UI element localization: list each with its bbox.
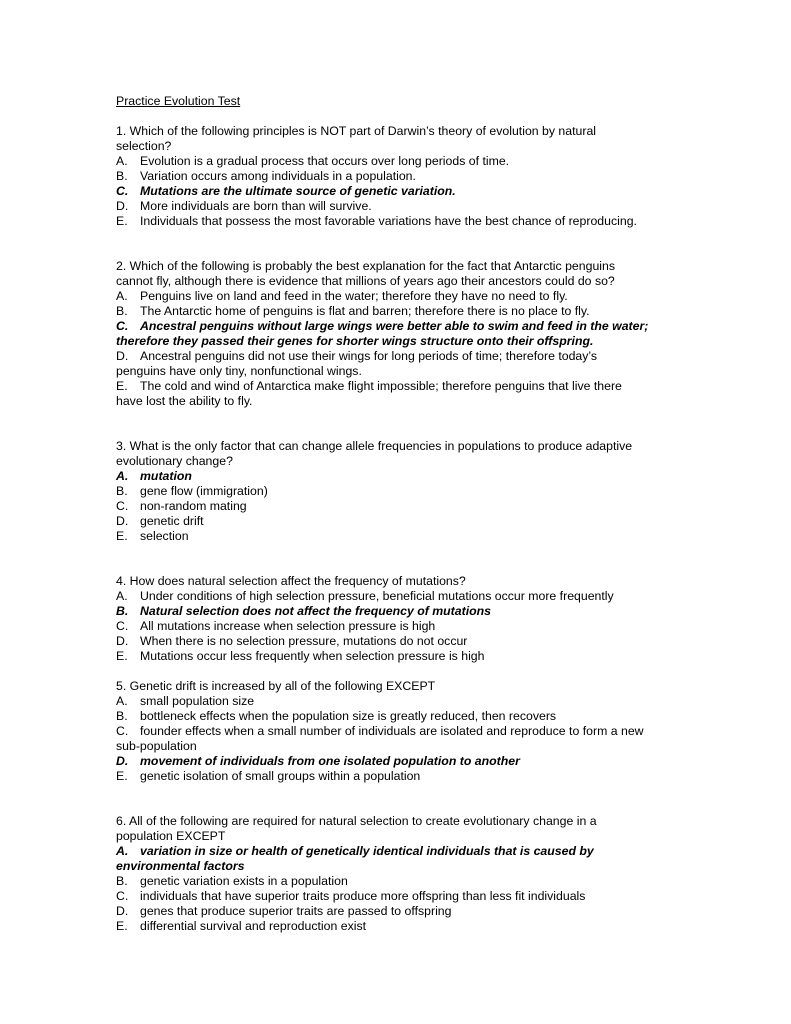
option-text: genetic isolation of small groups within a population [140, 769, 421, 783]
option-label: C. [116, 889, 129, 903]
question-stem-line: evolutionary change? [116, 454, 233, 468]
correct-answer-option [116, 319, 682, 334]
answer-option [116, 694, 682, 709]
option-text: genetic variation exists in a population [140, 874, 348, 888]
answer-option [116, 904, 682, 919]
option-label: E. [116, 769, 128, 783]
question-stem-line: 6. All of the following are required for natural selection to create evolutionary change in a [116, 814, 597, 828]
option-text: Variation occurs among individuals in a population. [140, 169, 416, 183]
option-label: B. [116, 169, 128, 183]
answer-option [116, 889, 682, 904]
option-label: B. [116, 304, 128, 318]
question-stem-line: 3. What is the only factor that can change allele frequencies in populations to produce adaptive [116, 439, 633, 453]
option-label: D. [116, 514, 129, 528]
option-continuation: therefore they passed their genes for shorter wings structure onto their offspring. [116, 334, 594, 348]
answer-option [116, 649, 682, 664]
option-label: A. [116, 844, 129, 858]
answer-option [116, 619, 682, 634]
option-text: gene flow (immigration) [140, 484, 268, 498]
question-5 [116, 679, 682, 784]
answer-option [116, 304, 682, 319]
option-text: non-random mating [140, 499, 247, 513]
option-text: All mutations increase when selection pressure is high [140, 619, 436, 633]
option-label: E. [116, 379, 128, 393]
option-text: The Antarctic home of penguins is flat and barren; therefore there is no place to fly. [140, 304, 590, 318]
option-text: movement of individuals from one isolated population to another [140, 754, 520, 768]
answer-option [116, 709, 682, 724]
option-label: C. [116, 499, 129, 513]
answer-option [116, 154, 682, 169]
option-text: When there is no selection pressure, mutations do not occur [140, 634, 468, 648]
answer-option [116, 919, 682, 934]
option-text: bottleneck effects when the population size is greatly reduced, then recovers [140, 709, 557, 723]
question-stem-line: population EXCEPT [116, 829, 226, 843]
question-stem-line: cannot fly, although there is evidence that millions of years ago their ancestors could do so? [116, 274, 615, 288]
correct-answer-option [116, 469, 682, 484]
option-label: B. [116, 604, 129, 618]
option-label: E. [116, 649, 128, 663]
option-text: The cold and wind of Antarctica make flight impossible; therefore penguins that live there [140, 379, 622, 393]
option-text: Evolution is a gradual process that occurs over long periods of time. [140, 154, 510, 168]
option-label: A. [116, 289, 128, 303]
option-text: Under conditions of high selection pressure, beneficial mutations occur more frequently [140, 589, 614, 603]
option-continuation: have lost the ability to fly. [116, 394, 253, 408]
option-continuation: sub-population [116, 739, 197, 753]
option-text: mutation [140, 469, 192, 483]
option-text: genes that produce superior traits are passed to offspring [140, 904, 452, 918]
answer-option [116, 289, 682, 304]
answer-option [116, 589, 682, 604]
answer-option [116, 634, 682, 649]
answer-option [116, 514, 682, 529]
correct-answer-option [116, 604, 682, 619]
question-6 [116, 814, 682, 934]
option-text: variation in size or health of genetically identical individuals that is caused by [140, 844, 594, 858]
option-text: Natural selection does not affect the frequency of mutations [140, 604, 491, 618]
option-text: More individuals are born than will survive. [140, 199, 372, 213]
option-label: C. [116, 319, 129, 333]
answer-option [116, 724, 682, 739]
option-text: genetic drift [140, 514, 204, 528]
correct-answer-option [116, 184, 682, 199]
option-label: D. [116, 349, 129, 363]
page-title: Practice Evolution Test [116, 94, 241, 108]
question-3 [116, 439, 682, 544]
option-text: Ancestral penguins without large wings were better able to swim and feed in the water; [140, 319, 649, 333]
question-4 [116, 574, 682, 664]
answer-option [116, 349, 682, 364]
option-label: E. [116, 214, 128, 228]
option-label: A. [116, 694, 128, 708]
option-label: B. [116, 484, 128, 498]
option-label: D. [116, 754, 129, 768]
option-text: Mutations are the ultimate source of genetic variation. [140, 184, 456, 198]
question-stem-line: selection? [116, 139, 172, 153]
answer-option [116, 379, 682, 394]
question-stem-line: 5. Genetic drift is increased by all of the following EXCEPT [116, 679, 436, 693]
answer-option [116, 214, 682, 229]
question-stem-line: 1. Which of the following principles is NOT part of Darwin’s theory of evolution by natural [116, 124, 597, 138]
answer-option [116, 499, 682, 514]
question-stem-line: 2. Which of the following is probably the best explanation for the fact that Antarctic penguins [116, 259, 616, 273]
option-text: Ancestral penguins did not use their wings for long periods of time; therefore today’s [140, 349, 598, 363]
question-stem-line: 4. How does natural selection affect the frequency of mutations? [116, 574, 466, 588]
document-page [116, 94, 682, 934]
answer-option [116, 199, 682, 214]
answer-option [116, 169, 682, 184]
correct-answer-option [116, 844, 682, 859]
answer-option [116, 484, 682, 499]
option-text: individuals that have superior traits produce more offspring than less fit individuals [140, 889, 586, 903]
option-text: Individuals that possess the most favorable variations have the best chance of reproducing. [140, 214, 637, 228]
option-label: D. [116, 904, 129, 918]
question-2 [116, 259, 682, 409]
option-text: selection [140, 529, 189, 543]
option-label: D. [116, 634, 129, 648]
option-label: B. [116, 709, 128, 723]
option-text: founder effects when a small number of individuals are isolated and reproduce to form a new [140, 724, 644, 738]
answer-option [116, 529, 682, 544]
option-label: E. [116, 529, 128, 543]
option-continuation: environmental factors [116, 859, 245, 873]
option-label: C. [116, 619, 129, 633]
option-label: B. [116, 874, 128, 888]
answer-option [116, 769, 682, 784]
option-continuation: penguins have only tiny, nonfunctional wings. [116, 364, 362, 378]
option-text: Penguins live on land and feed in the water; therefore they have no need to fly. [140, 289, 568, 303]
option-label: C. [116, 184, 129, 198]
option-label: A. [116, 469, 129, 483]
option-label: D. [116, 199, 129, 213]
answer-option [116, 874, 682, 889]
option-label: A. [116, 154, 128, 168]
correct-answer-option [116, 754, 682, 769]
option-text: Mutations occur less frequently when selection pressure is high [140, 649, 485, 663]
question-1 [116, 124, 682, 229]
option-label: E. [116, 919, 128, 933]
option-label: C. [116, 724, 129, 738]
option-label: A. [116, 589, 128, 603]
option-text: differential survival and reproduction exist [140, 919, 367, 933]
option-text: small population size [140, 694, 255, 708]
